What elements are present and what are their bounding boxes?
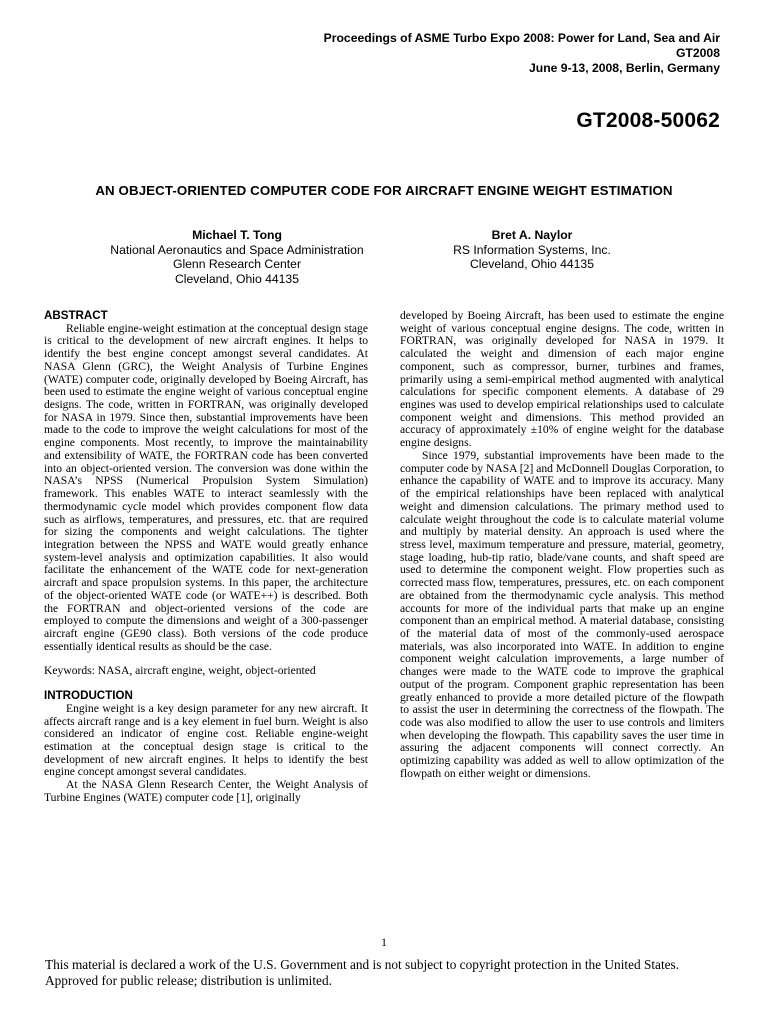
author-name: Bret A. Naylor — [491, 228, 573, 242]
right-column — [400, 310, 724, 781]
abstract-heading: ABSTRACT — [44, 309, 108, 322]
introduction-heading: INTRODUCTION — [44, 689, 133, 703]
intro-paragraph-1: Engine weight is a key design parameter for any new aircraft. It affects aircraft range and is a key element in fuel burn. Weight is also considered an indicator of engine cost. Reliable engine-weight estimation at the conceptual design stage is critical to the development of new aircraft engines. It helps to identify the best engine concept amongst several candidates. — [44, 701, 368, 779]
author-name: Michael T. Tong — [192, 228, 282, 242]
author-block-2 — [400, 228, 664, 272]
abstract-text: Reliable engine-weight estimation at the conceptual design stage is critical to the development of new aircraft engines. It helps to identify the best engine concept amongst several candidates. At NASA Glenn (GRC), the Weight Analysis of Turbine Engines (WATE) computer code, originally developed by Boeing Aircraft, has been used to estimate the engine weight of various conceptual engine designs. The code, written in FORTRAN, was originally developed for NASA in 1979. Since then, substantial improvements have been made to the code to improve the weight calculations for most of the engine components. Most recently, to improve the maintainability and extensibility of WATE, the FORTRAN code has been converted into an object-oriented version. The conversion was done within the NASA’s NPSS (Numerical Propulsion System Simulation) framework. This enables WATE to interact seamlessly with the thermodynamic cycle model which provides component flow data such as airflows, temperatures, and pressures, etc. that are required for sizing the components and weight calculations. The tighter integration between the NPSS and WATE would greatly enhance system-level analysis and optimization capabilities. It also would facilitate the enhancement of the WATE code for next-generation aircraft and space propulsion systems. In this paper, the architecture of the object-oriented WATE code (or WATE++) is described. Both the FORTRAN and object-oriented versions of the code are employed to compute the dimensions and weight of a 300-passenger aircraft engine (GE90 class). Both versions of the code produce essentially identical results as should be the case. — [44, 321, 368, 653]
left-column — [44, 310, 368, 805]
paper-id: GT2008-50062 — [576, 109, 720, 132]
copyright-footer — [45, 957, 735, 988]
footer-line-2: Approved for public release; distribution is unlimited. — [45, 972, 332, 988]
author-affiliation: Glenn Research Center — [172, 257, 302, 272]
intro-paragraph-2: At the NASA Glenn Research Center, the Weight Analysis of Turbine Engines (WATE) computer code [1], originally — [44, 778, 368, 804]
proceedings-header — [260, 31, 720, 76]
footer-line-1: This material is declared a work of the U.S. Government and is not subject to copyright protection in the United States. — [45, 957, 680, 972]
right-paragraph-1: developed by Boeing Aircraft, has been used to estimate the engine weight of various conceptual engine designs. The code, written in FORTRAN, was originally developed for NASA in 1979. It calculated the weight and dimension of each major engine component, such as compressor, burner, turbines and frames, primarily using a semi-empirical method augmented with analytical calculations for specific component elements. A database of 29 engines was used to develop empirical relationships used to calculate component weight and dimensions. This method provided an accuracy of approximately ±10% of engine weight for the database engine designs. — [400, 309, 724, 450]
author-affiliation: National Aeronautics and Space Administration — [110, 242, 364, 257]
proceedings-line-1: Proceedings of ASME Turbo Expo 2008: Power for Land, Sea and Air — [323, 31, 720, 45]
proceedings-line-2: GT2008 — [675, 46, 720, 60]
proceedings-line-3: June 9-13, 2008, Berlin, Germany — [528, 61, 720, 75]
author-affiliation: Cleveland, Ohio 44135 — [175, 271, 299, 286]
author-block-1 — [102, 228, 372, 286]
author-affiliation: RS Information Systems, Inc. — [453, 242, 611, 257]
right-paragraph-2: Since 1979, substantial improvements have been made to the computer code by NASA [2] and McDonnell Douglas Corporation, to enhance the capability of WATE and to improve its accuracy. Many of the empirical relationships have been replaced with analytical weight and dimension calculations. The primary method used to calculate weight throughout the code is to calculate material volume and multiply by material density. An approach is used where the stress level, maximum temperature and pressure, material, geometry, stage loading, hub-tip ratio, blade/vane counts, and shaft speed are used to determine the component weight. Flow properties such as corrected mass flow, temperatures, pressures, etc. on each component are obtained from the thermodynamic cycle analysis. This method accounts for more of the individual parts that make up an engine component than an empirical method. A material database, consisting of the material data of most of the commonly-used aerospace materials, was also incorporated into WATE. In addition to engine component weight calculation improvements, a large number of changes were made to the WATE code to improve the graphical output of the program. Component graphic representation has been greatly enhanced to provide a more detailed picture of the flowpath to assist the user in determining the correctness of the flowpath. The code was also modified to allow the user to use controls and limiters when developing the flowpath. This capability saves the user time in assuring the adjacent components will connect correctly. An optimizing capability was added as well to allow optimization of the flowpath on either weight or dimensions. — [400, 448, 724, 780]
paper-title: AN OBJECT-ORIENTED COMPUTER CODE FOR AIRCRAFT ENGINE WEIGHT ESTIMATION — [95, 183, 673, 198]
author-affiliation: Cleveland, Ohio 44135 — [470, 257, 594, 272]
keywords: Keywords: NASA, aircraft engine, weight, object-oriented — [44, 664, 316, 678]
page-number: 1 — [381, 935, 387, 949]
